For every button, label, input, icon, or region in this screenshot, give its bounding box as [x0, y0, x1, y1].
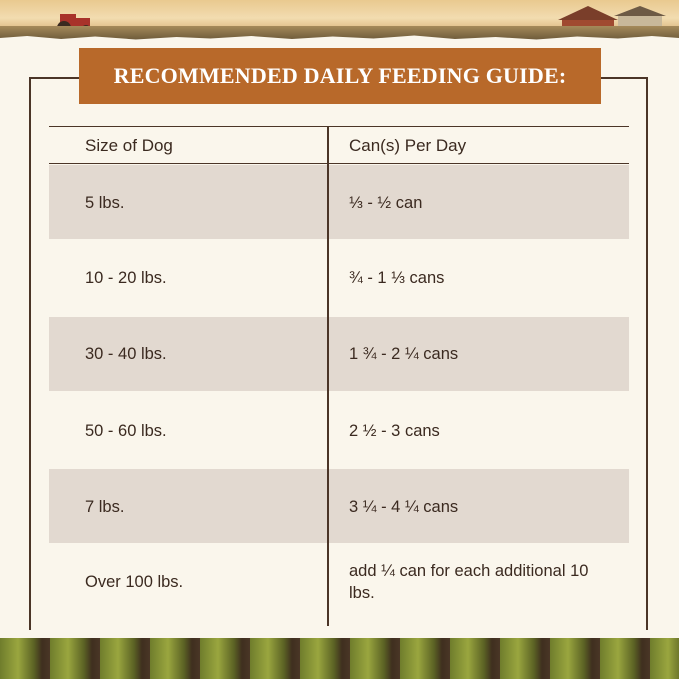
cell-cans: ¾ - 1 ⅓ cans: [349, 269, 445, 287]
table-row: [49, 165, 629, 239]
cell-size: 7 lbs.: [85, 498, 125, 516]
cell-cans: 2 ½ - 3 cans: [349, 422, 440, 440]
table-row: [49, 241, 629, 315]
cell-cans: add ¼ can for each additional 10 lbs.: [349, 562, 589, 602]
header-cans-per-day: Can(s) Per Day: [349, 136, 467, 155]
header-size-of-dog: Size of Dog: [85, 136, 173, 155]
cell-cans: ⅓ - ½ can: [349, 194, 423, 212]
cell-size: 30 - 40 lbs.: [85, 345, 167, 363]
page-title: RECOMMENDED DAILY FEEDING GUIDE:: [79, 48, 601, 104]
cell-size: 50 - 60 lbs.: [85, 422, 167, 440]
table-row: [49, 393, 629, 467]
cell-cans: 3 ¼ - 4 ¼ cans: [349, 498, 459, 516]
column-divider: [327, 126, 329, 626]
table-row: [49, 545, 629, 619]
cell-size: Over 100 lbs.: [85, 573, 184, 591]
bottom-crop-field: [0, 638, 679, 679]
cell-size: 5 lbs.: [85, 194, 125, 212]
cell-size: 10 - 20 lbs.: [85, 269, 167, 287]
table-row: [49, 317, 629, 391]
cell-cans: 1 ¾ - 2 ¼ cans: [349, 345, 459, 363]
table-row: [49, 469, 629, 543]
table-header-row: [49, 126, 629, 164]
top-farm-scene: [0, 0, 679, 40]
